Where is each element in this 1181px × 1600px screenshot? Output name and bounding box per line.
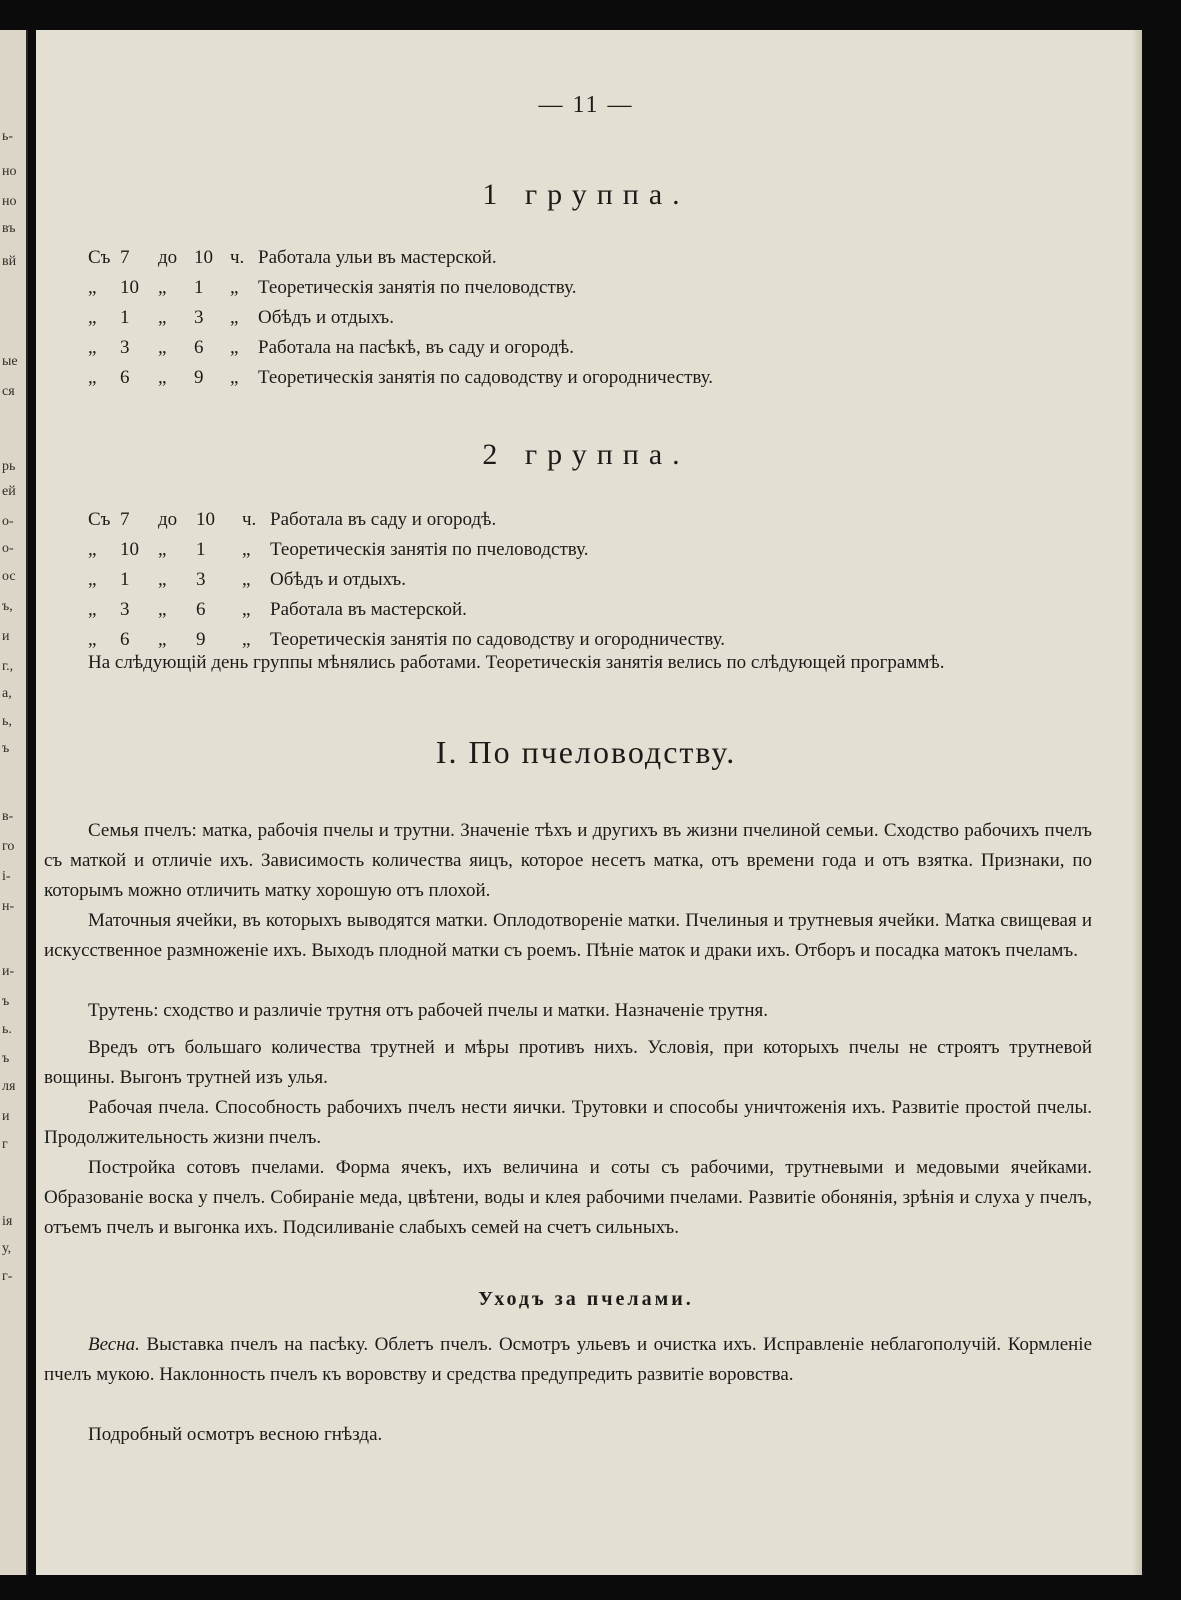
schedule-time-part: 7 — [120, 247, 130, 268]
prev-page-fragment: ь, — [2, 714, 12, 729]
schedule-activity: Теоретическія занятія по садоводству и огородничеству. — [258, 367, 714, 388]
schedule-time-part: „ — [158, 629, 167, 650]
schedule-time-part: 6 — [196, 599, 206, 620]
subsection-title: Уходъ за пчелами. — [478, 1288, 694, 1310]
document-page — [36, 30, 1142, 1575]
prev-page-fragment: вй — [2, 254, 17, 269]
schedule-time-part: „ — [88, 337, 97, 358]
schedule-time-part: до — [158, 247, 178, 268]
spring-label: Весна. — [88, 1334, 140, 1355]
prev-page-fragment: но — [2, 194, 17, 209]
schedule-time-part: 6 — [194, 337, 204, 358]
schedule-time-part: „ — [242, 629, 251, 650]
schedule-time-part: 10 — [194, 247, 213, 268]
schedule-time-part: „ — [242, 599, 251, 620]
schedule-time-part: „ — [158, 337, 167, 358]
prev-page-fragment: ь. — [2, 1022, 12, 1037]
schedule-time-part: „ — [158, 539, 167, 560]
schedule-activity: Работала на пасѣкѣ, въ саду и огородѣ. — [258, 337, 574, 358]
schedule-time-part: 1 — [194, 277, 204, 298]
schedule-time-part: „ — [230, 307, 239, 328]
prev-page-fragment: у, — [2, 1241, 12, 1256]
schedule-time-part: „ — [158, 367, 167, 388]
schedule-time-part: 6 — [120, 629, 130, 650]
prev-page-fragment: и- — [2, 964, 15, 979]
schedule-time-part: „ — [230, 277, 239, 298]
schedule-activity: Обѣдъ и отдыхъ. — [270, 569, 406, 590]
schedule-time-part: 3 — [196, 569, 206, 590]
group-1-heading: 1 группа. — [482, 178, 690, 211]
schedule-time-part: Съ — [88, 509, 111, 530]
schedule-time-part: „ — [88, 629, 97, 650]
prev-page-fragment: ос — [2, 569, 16, 584]
paragraph-spring — [44, 1330, 1092, 1390]
prev-page-fragment: в- — [2, 809, 14, 824]
prev-page-fragment: ь- — [2, 129, 14, 144]
paragraph-drone: Трутень: сходство и различіе трутня отъ рабочей пчелы и матки. Назначеніе трутня. — [88, 1000, 769, 1021]
prev-page-fragment: и — [2, 1109, 10, 1124]
schedule-time-part: 10 — [120, 277, 139, 298]
schedule-time-part: „ — [158, 599, 167, 620]
schedule-row — [36, 244, 1096, 272]
schedule-time-part: ч. — [230, 247, 245, 268]
schedule-time-part: „ — [88, 367, 97, 388]
schedule-time-part: „ — [88, 539, 97, 560]
page-edge-shade — [1132, 30, 1142, 1575]
schedule-activity: Теоретическія занятія по садоводству и огородничеству. — [270, 629, 726, 650]
schedule-time-part: до — [158, 509, 178, 530]
prev-page-fragment: ые — [2, 354, 18, 369]
schedule-row — [36, 364, 1096, 392]
prev-page-fragment: но — [2, 164, 17, 179]
prev-page-fragment: рь — [2, 459, 16, 474]
schedule-time-part: „ — [88, 277, 97, 298]
schedule-time-part: 1 — [120, 569, 130, 590]
prev-page-fragment: ъ, — [2, 599, 13, 614]
schedule-time-part: „ — [88, 307, 97, 328]
paragraph-worker-bee: Рабочая пчела. Способность рабочихъ пчелъ нести яички. Трутовки и способы уничтоженія ихъ. Развитіе простой пчелы. Продолжительность жизни пчелъ. — [44, 1097, 1092, 1148]
prev-page-fragment: о- — [2, 514, 14, 529]
schedule-time-part: 3 — [120, 337, 130, 358]
schedule-activity: Теоретическія занятія по пчеловодству. — [270, 539, 589, 560]
prev-page-fragment: о- — [2, 541, 14, 556]
paragraph-queen-cells: Маточныя ячейки, въ которыхъ выводятся матки. Оплодотвореніе матки. Пчелиныя и трутневыя ячейки. Матка свищевая и искусственное размноженіе ихъ. Выходъ плодной матки съ роемъ. Пѣніе маток и драки ихъ. Отборъ и посадка матокъ пчеламъ. — [44, 910, 1092, 961]
prev-page-fragment: г- — [2, 1269, 13, 1284]
prev-page-fragment: го — [2, 839, 15, 854]
prev-page-fragment: ъ — [2, 994, 10, 1009]
schedule-row — [36, 536, 1096, 564]
page-number: — 11 — — [538, 92, 634, 118]
schedule-time-part: 1 — [196, 539, 206, 560]
schedule-time-part: 10 — [196, 509, 215, 530]
schedule-time-part: „ — [88, 599, 97, 620]
schedule-time-part: 3 — [120, 599, 130, 620]
group-2-heading: 2 группа. — [482, 438, 690, 471]
schedule-time-part: „ — [158, 569, 167, 590]
prev-page-fragment: и — [2, 629, 10, 644]
schedule-row — [36, 334, 1096, 362]
schedule-time-part: „ — [158, 277, 167, 298]
prev-page-fragment: ся — [2, 384, 15, 399]
prev-page-fragment: а, — [2, 686, 12, 701]
schedule-time-part: „ — [230, 367, 239, 388]
paragraph-drone-harm: Вредъ отъ большаго количества трутней и мѣры противъ нихъ. Условія, при которыхъ пчелы не строятъ трутневой вощины. Выгонъ трутней изъ улья. — [44, 1037, 1092, 1088]
schedule-activity: Работала въ мастерской. — [270, 599, 467, 620]
spring-text: Выставка пчелъ на пасѣку. Облетъ пчелъ. Осмотръ ульевъ и очистка ихъ. Исправленіе неблагополучій. Кормленіе пчелъ мукою. Наклонность пчелъ къ воровству и средства предупредить развитіе воровства. — [44, 1334, 1093, 1385]
paragraph-comb-building: Постройка сотовъ пчелами. Форма ячекъ, ихъ величина и соты съ рабочими, трутневыми и медовыми ячейками. Образованіе воска у пчелъ. Собираніе меда, цвѣтени, воды и клея рабочими пчелами. Развитіе обонянія, зрѣнія и слуха у пчелъ, отъемъ пчелъ и выгонка ихъ. Подсиливаніе слабыхъ семей на счетъ сильныхъ. — [44, 1157, 1092, 1238]
prev-page-fragment: ъ — [2, 1051, 10, 1066]
schedule-time-part: 6 — [120, 367, 130, 388]
prev-page-fragment: ля — [2, 1079, 16, 1094]
prev-page-fragment: ъ — [2, 741, 10, 756]
schedule-time-part: 9 — [196, 629, 206, 650]
prev-page-fragment: г., — [2, 659, 14, 674]
schedule-row — [36, 506, 1096, 534]
intro-paragraph: На слѣдующій день группы мѣнялись работами. Теоретическія занятія велись по слѣдующей программѣ. — [88, 652, 945, 673]
prev-page-fragment: н- — [2, 899, 15, 914]
prev-page-fragment: ія — [2, 1214, 13, 1229]
paragraph-family: Семья пчелъ: матка, рабочія пчелы и трутни. Значеніе тѣхъ и другихъ въ жизни пчелиной семьи. Сходство рабочихъ пчелъ съ маткой и отличіе ихъ. Зависимость количества яицъ, которое несетъ матка, отъ времени года и отъ взятка. Признаки, по которымъ можно отличить матку хорошую отъ плохой. — [44, 820, 1092, 901]
schedule-time-part: 1 — [120, 307, 130, 328]
schedule-time-part: 3 — [194, 307, 204, 328]
prev-page-fragment: ей — [2, 484, 16, 499]
schedule-time-part: „ — [158, 307, 167, 328]
previous-page-edge — [0, 30, 28, 1575]
prev-page-fragment: въ — [2, 221, 16, 236]
schedule-activity: Работала ульи въ мастерской. — [258, 247, 497, 268]
schedule-time-part: „ — [242, 569, 251, 590]
schedule-time-part: 10 — [120, 539, 139, 560]
schedule-time-part: Съ — [88, 247, 111, 268]
section-title: I. По пчеловодству. — [435, 734, 737, 770]
schedule-activity: Теоретическія занятія по пчеловодству. — [258, 277, 577, 298]
schedule-time-part: „ — [242, 539, 251, 560]
schedule-time-part: „ — [88, 569, 97, 590]
schedule-row — [36, 596, 1096, 624]
prev-page-fragment: г — [2, 1137, 8, 1152]
schedule-row — [36, 274, 1096, 302]
schedule-time-part: 7 — [120, 509, 130, 530]
schedule-time-part: 9 — [194, 367, 204, 388]
paragraph-nest-inspection: Подробный осмотръ весною гнѣзда. — [88, 1424, 383, 1445]
schedule-time-part: „ — [230, 337, 239, 358]
schedule-row — [36, 304, 1096, 332]
schedule-activity: Обѣдъ и отдыхъ. — [258, 307, 394, 328]
schedule-activity: Работала въ саду и огородѣ. — [270, 509, 497, 530]
prev-page-fragment: і- — [2, 869, 11, 884]
schedule-row — [36, 566, 1096, 594]
schedule-time-part: ч. — [242, 509, 257, 530]
